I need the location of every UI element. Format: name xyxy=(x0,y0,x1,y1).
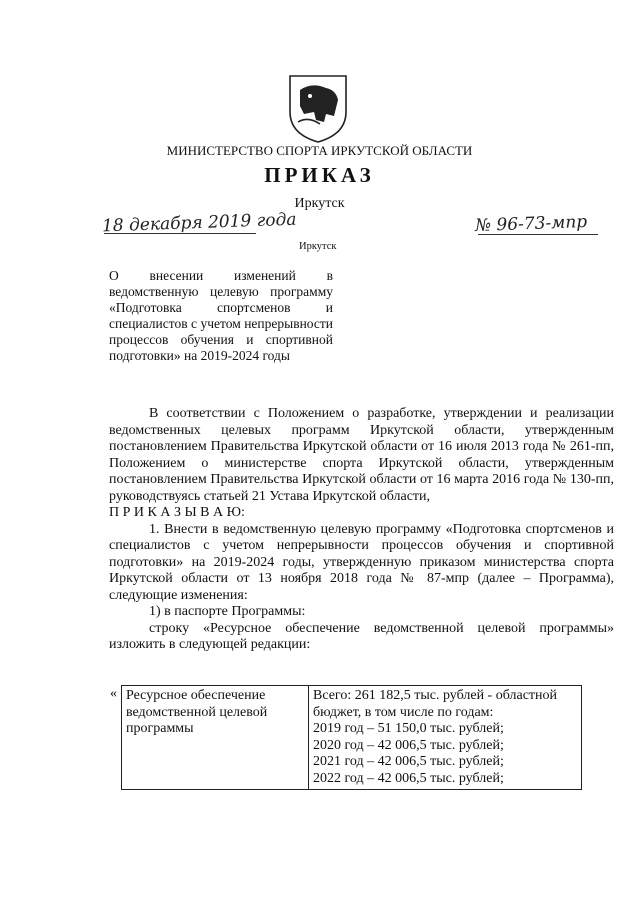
resources-total-line: Всего: 261 182,5 тыс. рублей - областной бюджет, в том числе по годам: xyxy=(313,688,558,720)
item-1-paragraph: 1. Внести в ведомственную целевую программу «Подготовка спортсменов и специалистов с учетом непрерывности процессов обучения и спортивной подготовки» на 2019-2024 годы, утвержденную приказом министерства спорта Иркутской области от 13 ноября 2018 года № 87-мпр (далее – Программа), следующие изменения: xyxy=(109,521,614,603)
handwritten-date: 18 декабря 2019 года xyxy=(101,209,297,237)
resources-year-line: 2021 год – 42 006,5 тыс. рублей; xyxy=(313,754,504,769)
table-row xyxy=(122,686,582,790)
resources-table xyxy=(121,685,582,790)
coat-of-arms-icon xyxy=(286,66,350,144)
preamble-paragraph: В соответствии с Положением о разработке, утверждении и реализации ведомственных целевых программ Иркутской области, утвержденным постановлением Правительства Иркутской области от 16 июля 2013 года № 261-пп, Положением о министерстве спорта Иркутской области, утвержденным постановлением Правительства Иркутской области от 16 марта 2016 года № 130-пп, руководствуясь статьей 21 Устава Иркутской области, xyxy=(109,406,614,504)
number-underline xyxy=(478,234,598,235)
document-type-title: ПРИКАЗ xyxy=(264,163,375,187)
row-change-paragraph: строку «Ресурсное обеспечение ведомственной целевой программы» изложить в следующей редакции: xyxy=(109,620,614,652)
item-1-subitem: 1) в паспорте Программы: xyxy=(149,604,306,619)
order-word: П Р И К А З Ы В А Ю: xyxy=(109,505,245,520)
resources-value xyxy=(309,686,582,790)
city-name: Иркутск xyxy=(294,196,345,211)
resources-label: Ресурсное обеспечение ведомственной целевой программы xyxy=(122,686,309,790)
opening-quote: « xyxy=(110,686,117,701)
resources-year-line: 2022 год – 42 006,5 тыс. рублей; xyxy=(313,770,504,786)
date-underline xyxy=(104,233,256,234)
resources-year-line: 2019 год – 51 150,0 тыс. рублей; xyxy=(313,721,504,736)
city-name-small: Иркутск xyxy=(299,241,337,252)
resources-year-line: 2020 год – 42 006,5 тыс. рублей; xyxy=(313,737,504,753)
handwritten-order-number: № 96-73-мпр xyxy=(474,212,588,236)
order-subject: О внесении изменений в ведомственную целевую программу «Подготовка спортсменов и специалистов с учетом непрерывности процессов обучения и спортивной подготовки» на 2019-2024 годы xyxy=(109,268,333,363)
ministry-name: МИНИСТЕРСТВО СПОРТА ИРКУТСКОЙ ОБЛАСТИ xyxy=(166,143,473,158)
order-body xyxy=(109,406,614,654)
